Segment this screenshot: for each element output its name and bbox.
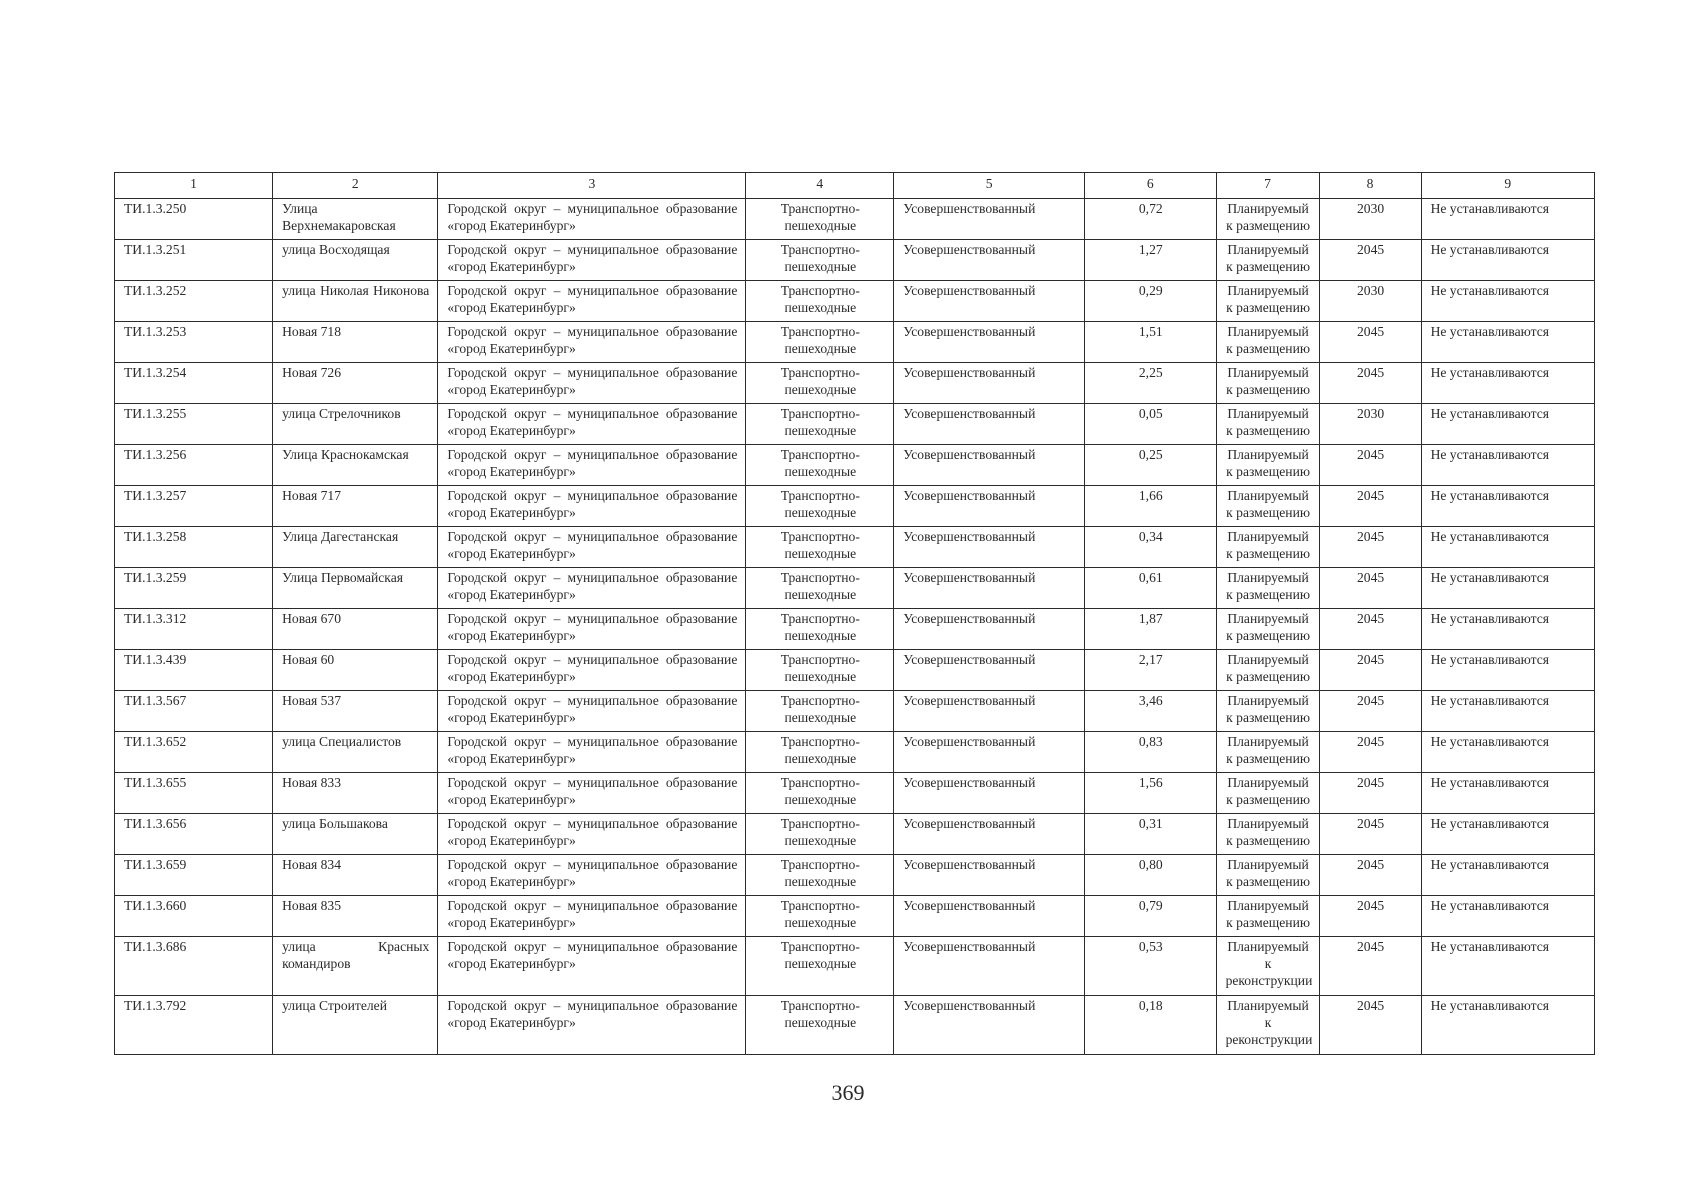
status-cell: Планируемый к размещению bbox=[1216, 814, 1319, 855]
surface-type-cell: Усовершенствованный bbox=[894, 732, 1085, 773]
length-cell: 2,25 bbox=[1084, 363, 1216, 404]
zones-cell: Не устанавливаются bbox=[1421, 691, 1594, 732]
table-row bbox=[115, 937, 1595, 996]
length-cell: 0,34 bbox=[1084, 527, 1216, 568]
year-cell: 2045 bbox=[1319, 896, 1421, 937]
table-row bbox=[115, 609, 1595, 650]
status-cell: Планируемый к размещению bbox=[1216, 363, 1319, 404]
municipality-cell: Городской округ – муниципальное образование «город Екатеринбург» bbox=[438, 609, 746, 650]
surface-type-cell: Усовершенствованный bbox=[894, 363, 1085, 404]
length-cell: 0,25 bbox=[1084, 445, 1216, 486]
zones-cell: Не устанавливаются bbox=[1421, 404, 1594, 445]
status-cell: Планируемый к размещению bbox=[1216, 773, 1319, 814]
year-cell: 2045 bbox=[1319, 855, 1421, 896]
zones-cell: Не устанавливаются bbox=[1421, 732, 1594, 773]
municipality-cell: Городской округ – муниципальное образование «город Екатеринбург» bbox=[438, 322, 746, 363]
municipality-cell: Городской округ – муниципальное образование «город Екатеринбург» bbox=[438, 691, 746, 732]
row-id-cell: ТИ.1.3.567 bbox=[115, 691, 273, 732]
length-cell: 2,17 bbox=[1084, 650, 1216, 691]
road-name-cell: Улица Краснокамская bbox=[273, 445, 438, 486]
column-header: 8 bbox=[1319, 173, 1421, 199]
municipality-cell: Городской округ – муниципальное образование «город Екатеринбург» bbox=[438, 896, 746, 937]
surface-type-cell: Усовершенствованный bbox=[894, 527, 1085, 568]
surface-type-cell: Усовершенствованный bbox=[894, 650, 1085, 691]
length-cell: 0,83 bbox=[1084, 732, 1216, 773]
row-id-cell: ТИ.1.3.256 bbox=[115, 445, 273, 486]
year-cell: 2045 bbox=[1319, 691, 1421, 732]
surface-type-cell: Усовершенствованный bbox=[894, 281, 1085, 322]
surface-type-cell: Усовершенствованный bbox=[894, 609, 1085, 650]
row-id-cell: ТИ.1.3.258 bbox=[115, 527, 273, 568]
status-cell: Планируемый к размещению bbox=[1216, 404, 1319, 445]
status-cell: Планируемый к реконструкции bbox=[1216, 996, 1319, 1055]
zones-cell: Не устанавливаются bbox=[1421, 527, 1594, 568]
zones-cell: Не устанавливаются bbox=[1421, 896, 1594, 937]
row-id-cell: ТИ.1.3.312 bbox=[115, 609, 273, 650]
road-name-cell: улица Стрелочников bbox=[273, 404, 438, 445]
road-type-cell: Транспортно-пешеходные bbox=[746, 732, 894, 773]
table-row bbox=[115, 281, 1595, 322]
table-row bbox=[115, 240, 1595, 281]
road-type-cell: Транспортно-пешеходные bbox=[746, 568, 894, 609]
zones-cell: Не устанавливаются bbox=[1421, 281, 1594, 322]
zones-cell: Не устанавливаются bbox=[1421, 363, 1594, 404]
row-id-cell: ТИ.1.3.254 bbox=[115, 363, 273, 404]
column-header: 9 bbox=[1421, 173, 1594, 199]
zones-cell: Не устанавливаются bbox=[1421, 650, 1594, 691]
municipality-cell: Городской округ – муниципальное образование «город Екатеринбург» bbox=[438, 527, 746, 568]
road-name-cell: Новая 537 bbox=[273, 691, 438, 732]
year-cell: 2045 bbox=[1319, 650, 1421, 691]
road-type-cell: Транспортно-пешеходные bbox=[746, 404, 894, 445]
municipality-cell: Городской округ – муниципальное образование «город Екатеринбург» bbox=[438, 486, 746, 527]
table-row bbox=[115, 814, 1595, 855]
road-name-cell: Новая 726 bbox=[273, 363, 438, 404]
row-id-cell: ТИ.1.3.253 bbox=[115, 322, 273, 363]
column-header: 3 bbox=[438, 173, 746, 199]
road-type-cell: Транспортно-пешеходные bbox=[746, 996, 894, 1055]
zones-cell: Не устанавливаются bbox=[1421, 240, 1594, 281]
length-cell: 1,66 bbox=[1084, 486, 1216, 527]
table-row bbox=[115, 199, 1595, 240]
table-row bbox=[115, 486, 1595, 527]
municipality-cell: Городской округ – муниципальное образование «город Екатеринбург» bbox=[438, 281, 746, 322]
year-cell: 2045 bbox=[1319, 322, 1421, 363]
row-id-cell: ТИ.1.3.686 bbox=[115, 937, 273, 996]
zones-cell: Не устанавливаются bbox=[1421, 609, 1594, 650]
table-row bbox=[115, 855, 1595, 896]
road-type-cell: Транспортно-пешеходные bbox=[746, 650, 894, 691]
length-cell: 1,56 bbox=[1084, 773, 1216, 814]
table-row bbox=[115, 445, 1595, 486]
table-row bbox=[115, 527, 1595, 568]
page-number: 369 bbox=[831, 1080, 865, 1105]
road-name-cell: Новая 670 bbox=[273, 609, 438, 650]
row-id-cell: ТИ.1.3.251 bbox=[115, 240, 273, 281]
status-cell: Планируемый к реконструкции bbox=[1216, 937, 1319, 996]
year-cell: 2030 bbox=[1319, 404, 1421, 445]
table-row bbox=[115, 650, 1595, 691]
length-cell: 0,29 bbox=[1084, 281, 1216, 322]
road-name-cell: Новая 834 bbox=[273, 855, 438, 896]
road-name-cell: Новая 718 bbox=[273, 322, 438, 363]
road-name-cell: Новая 835 bbox=[273, 896, 438, 937]
status-cell: Планируемый к размещению bbox=[1216, 445, 1319, 486]
year-cell: 2045 bbox=[1319, 732, 1421, 773]
road-name-cell: улица Большакова bbox=[273, 814, 438, 855]
road-type-cell: Транспортно-пешеходные bbox=[746, 445, 894, 486]
status-cell: Планируемый к размещению bbox=[1216, 322, 1319, 363]
column-header: 4 bbox=[746, 173, 894, 199]
surface-type-cell: Усовершенствованный bbox=[894, 445, 1085, 486]
row-id-cell: ТИ.1.3.257 bbox=[115, 486, 273, 527]
row-id-cell: ТИ.1.3.439 bbox=[115, 650, 273, 691]
zones-cell: Не устанавливаются bbox=[1421, 937, 1594, 996]
surface-type-cell: Усовершенствованный bbox=[894, 240, 1085, 281]
road-type-cell: Транспортно-пешеходные bbox=[746, 855, 894, 896]
year-cell: 2030 bbox=[1319, 281, 1421, 322]
table-body bbox=[115, 199, 1595, 1055]
road-name-cell: Новая 60 bbox=[273, 650, 438, 691]
road-type-cell: Транспортно-пешеходные bbox=[746, 609, 894, 650]
length-cell: 0,53 bbox=[1084, 937, 1216, 996]
status-cell: Планируемый к размещению bbox=[1216, 527, 1319, 568]
zones-cell: Не устанавливаются bbox=[1421, 773, 1594, 814]
status-cell: Планируемый к размещению bbox=[1216, 240, 1319, 281]
road-type-cell: Транспортно-пешеходные bbox=[746, 486, 894, 527]
year-cell: 2045 bbox=[1319, 609, 1421, 650]
row-id-cell: ТИ.1.3.652 bbox=[115, 732, 273, 773]
road-name-cell: Улица Дагестанская bbox=[273, 527, 438, 568]
row-id-cell: ТИ.1.3.656 bbox=[115, 814, 273, 855]
year-cell: 2045 bbox=[1319, 773, 1421, 814]
year-cell: 2045 bbox=[1319, 445, 1421, 486]
road-name-cell: Улица Верхнемакаровская bbox=[273, 199, 438, 240]
municipality-cell: Городской округ – муниципальное образование «город Екатеринбург» bbox=[438, 855, 746, 896]
municipality-cell: Городской округ – муниципальное образование «город Екатеринбург» bbox=[438, 937, 746, 996]
road-name-cell: Улица Первомайская bbox=[273, 568, 438, 609]
status-cell: Планируемый к размещению bbox=[1216, 855, 1319, 896]
municipality-cell: Городской округ – муниципальное образование «город Екатеринбург» bbox=[438, 363, 746, 404]
zones-cell: Не устанавливаются bbox=[1421, 996, 1594, 1055]
row-id-cell: ТИ.1.3.660 bbox=[115, 896, 273, 937]
year-cell: 2045 bbox=[1319, 486, 1421, 527]
roads-table bbox=[114, 172, 1595, 1055]
status-cell: Планируемый к размещению bbox=[1216, 650, 1319, 691]
road-type-cell: Транспортно-пешеходные bbox=[746, 896, 894, 937]
length-cell: 1,87 bbox=[1084, 609, 1216, 650]
table-row bbox=[115, 773, 1595, 814]
year-cell: 2045 bbox=[1319, 568, 1421, 609]
status-cell: Планируемый к размещению bbox=[1216, 568, 1319, 609]
column-header: 6 bbox=[1084, 173, 1216, 199]
status-cell: Планируемый к размещению bbox=[1216, 199, 1319, 240]
length-cell: 0,80 bbox=[1084, 855, 1216, 896]
zones-cell: Не устанавливаются bbox=[1421, 855, 1594, 896]
road-type-cell: Транспортно-пешеходные bbox=[746, 322, 894, 363]
row-id-cell: ТИ.1.3.659 bbox=[115, 855, 273, 896]
year-cell: 2045 bbox=[1319, 363, 1421, 404]
table-row bbox=[115, 363, 1595, 404]
table-row bbox=[115, 996, 1595, 1055]
surface-type-cell: Усовершенствованный bbox=[894, 199, 1085, 240]
row-id-cell: ТИ.1.3.255 bbox=[115, 404, 273, 445]
row-id-cell: ТИ.1.3.250 bbox=[115, 199, 273, 240]
road-type-cell: Транспортно-пешеходные bbox=[746, 691, 894, 732]
zones-cell: Не устанавливаются bbox=[1421, 322, 1594, 363]
road-name-cell: улица Строителей bbox=[273, 996, 438, 1055]
table-row bbox=[115, 691, 1595, 732]
surface-type-cell: Усовершенствованный bbox=[894, 937, 1085, 996]
surface-type-cell: Усовершенствованный bbox=[894, 404, 1085, 445]
table-header-row bbox=[115, 173, 1595, 199]
table-row bbox=[115, 732, 1595, 773]
zones-cell: Не устанавливаются bbox=[1421, 486, 1594, 527]
table-row bbox=[115, 404, 1595, 445]
road-type-cell: Транспортно-пешеходные bbox=[746, 363, 894, 404]
road-type-cell: Транспортно-пешеходные bbox=[746, 937, 894, 996]
road-name-cell: Новая 717 bbox=[273, 486, 438, 527]
road-name-cell: Новая 833 bbox=[273, 773, 438, 814]
surface-type-cell: Усовершенствованный bbox=[894, 996, 1085, 1055]
status-cell: Планируемый к размещению bbox=[1216, 281, 1319, 322]
road-type-cell: Транспортно-пешеходные bbox=[746, 240, 894, 281]
zones-cell: Не устанавливаются bbox=[1421, 568, 1594, 609]
municipality-cell: Городской округ – муниципальное образование «город Екатеринбург» bbox=[438, 773, 746, 814]
table-row bbox=[115, 322, 1595, 363]
surface-type-cell: Усовершенствованный bbox=[894, 773, 1085, 814]
municipality-cell: Городской округ – муниципальное образование «город Екатеринбург» bbox=[438, 568, 746, 609]
status-cell: Планируемый к размещению bbox=[1216, 896, 1319, 937]
length-cell: 3,46 bbox=[1084, 691, 1216, 732]
row-id-cell: ТИ.1.3.259 bbox=[115, 568, 273, 609]
road-name-cell: улица Красных командиров bbox=[273, 937, 438, 996]
column-header: 2 bbox=[273, 173, 438, 199]
table-row bbox=[115, 568, 1595, 609]
length-cell: 0,31 bbox=[1084, 814, 1216, 855]
length-cell: 1,27 bbox=[1084, 240, 1216, 281]
status-cell: Планируемый к размещению bbox=[1216, 609, 1319, 650]
municipality-cell: Городской округ – муниципальное образование «город Екатеринбург» bbox=[438, 996, 746, 1055]
road-type-cell: Транспортно-пешеходные bbox=[746, 199, 894, 240]
surface-type-cell: Усовершенствованный bbox=[894, 814, 1085, 855]
road-type-cell: Транспортно-пешеходные bbox=[746, 527, 894, 568]
column-header: 7 bbox=[1216, 173, 1319, 199]
municipality-cell: Городской округ – муниципальное образование «город Екатеринбург» bbox=[438, 732, 746, 773]
surface-type-cell: Усовершенствованный bbox=[894, 322, 1085, 363]
municipality-cell: Городской округ – муниципальное образование «город Екатеринбург» bbox=[438, 240, 746, 281]
table-row bbox=[115, 896, 1595, 937]
road-name-cell: улица Специалистов bbox=[273, 732, 438, 773]
municipality-cell: Городской округ – муниципальное образование «город Екатеринбург» bbox=[438, 445, 746, 486]
status-cell: Планируемый к размещению bbox=[1216, 691, 1319, 732]
zones-cell: Не устанавливаются bbox=[1421, 199, 1594, 240]
year-cell: 2045 bbox=[1319, 814, 1421, 855]
municipality-cell: Городской округ – муниципальное образование «город Екатеринбург» bbox=[438, 199, 746, 240]
zones-cell: Не устанавливаются bbox=[1421, 445, 1594, 486]
year-cell: 2045 bbox=[1319, 527, 1421, 568]
row-id-cell: ТИ.1.3.655 bbox=[115, 773, 273, 814]
column-header: 5 bbox=[894, 173, 1085, 199]
year-cell: 2030 bbox=[1319, 199, 1421, 240]
status-cell: Планируемый к размещению bbox=[1216, 732, 1319, 773]
road-type-cell: Транспортно-пешеходные bbox=[746, 814, 894, 855]
status-cell: Планируемый к размещению bbox=[1216, 486, 1319, 527]
length-cell: 0,72 bbox=[1084, 199, 1216, 240]
column-header: 1 bbox=[115, 173, 273, 199]
municipality-cell: Городской округ – муниципальное образование «город Екатеринбург» bbox=[438, 650, 746, 691]
surface-type-cell: Усовершенствованный bbox=[894, 691, 1085, 732]
length-cell: 1,51 bbox=[1084, 322, 1216, 363]
zones-cell: Не устанавливаются bbox=[1421, 814, 1594, 855]
surface-type-cell: Усовершенствованный bbox=[894, 486, 1085, 527]
road-type-cell: Транспортно-пешеходные bbox=[746, 773, 894, 814]
year-cell: 2045 bbox=[1319, 240, 1421, 281]
row-id-cell: ТИ.1.3.252 bbox=[115, 281, 273, 322]
length-cell: 0,61 bbox=[1084, 568, 1216, 609]
surface-type-cell: Усовершенствованный bbox=[894, 568, 1085, 609]
length-cell: 0,05 bbox=[1084, 404, 1216, 445]
surface-type-cell: Усовершенствованный bbox=[894, 855, 1085, 896]
municipality-cell: Городской округ – муниципальное образование «город Екатеринбург» bbox=[438, 814, 746, 855]
row-id-cell: ТИ.1.3.792 bbox=[115, 996, 273, 1055]
length-cell: 0,79 bbox=[1084, 896, 1216, 937]
year-cell: 2045 bbox=[1319, 937, 1421, 996]
road-name-cell: улица Восходящая bbox=[273, 240, 438, 281]
road-type-cell: Транспортно-пешеходные bbox=[746, 281, 894, 322]
year-cell: 2045 bbox=[1319, 996, 1421, 1055]
surface-type-cell: Усовершенствованный bbox=[894, 896, 1085, 937]
road-name-cell: улица Николая Никонова bbox=[273, 281, 438, 322]
length-cell: 0,18 bbox=[1084, 996, 1216, 1055]
municipality-cell: Городской округ – муниципальное образование «город Екатеринбург» bbox=[438, 404, 746, 445]
